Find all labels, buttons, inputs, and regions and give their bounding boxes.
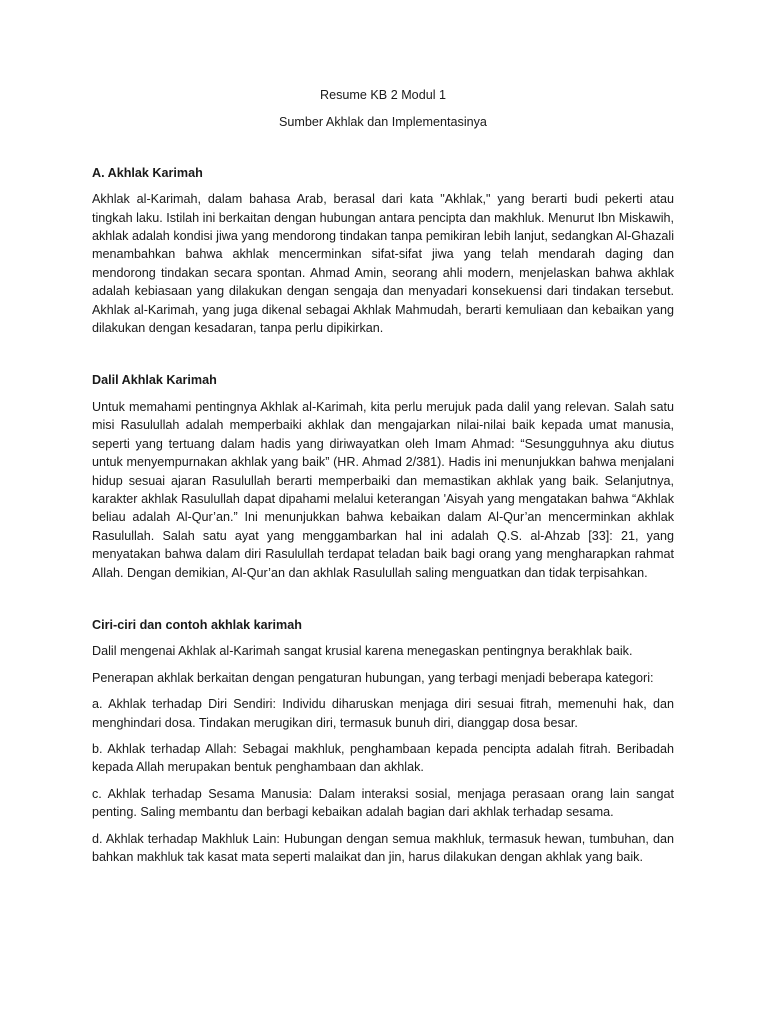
list-item-diri-sendiri: a. Akhlak terhadap Diri Sendiri: Individu diharuskan menjaga diri sesuai fitrah, memenuhi hak, dan menghindari dosa. Tindakan merugikan diri, termasuk bunuh diri, dianggap dosa besar. [92, 697, 674, 730]
list-item-makhluk-lain: d. Akhlak terhadap Makhluk Lain: Hubungan dengan semua makhluk, termasuk hewan, tumbuhan, dan bahkan makhluk tak kasat mata seperti malaikat dan jin, harus dilakukan dengan akhlak yang baik. [92, 831, 674, 864]
list-item-allah: b. Akhlak terhadap Allah: Sebagai makhluk, penghambaan kepada pencipta adalah fitrah. Beribadah kepada Allah merupakan bentuk penghambaan dan akhlak. [92, 741, 674, 775]
document-page [92, 86, 674, 874]
paragraph: Akhlak al-Karimah, dalam bahasa Arab, berasal dari kata "Akhlak," yang berarti budi pekerti atau tingkah laku. Istilah ini berkaitan dengan hubungan antara pencipta dan makhluk. Menurut Ibn Miskawih, akhlak adalah kondisi jiwa yang mendorong tindakan tanpa pemikiran lebih lanjut, sedangkan Al-Ghazali menambahkan bahwa akhlak mencerminkan sifat-sifat jiwa yang telah mendarah daging dan mendorong tindakan secara spontan. Ahmad Amin, seorang ahli modern, menjelaskan bahwa akhlak adalah kebiasaan yang dilakukan dengan sengaja dan menyadari konsekuensi dari tindakan tersebut. Akhlak al-Karimah, yang juga dikenal sebagai Akhlak Mahmudah, berarti kemuliaan dan kebaikan yang dilakukan dengan kesadaran, tanpa perlu dipikirkan. [92, 192, 674, 336]
section-dalil-akhlak-karimah [92, 371, 674, 581]
document-title: Resume KB 2 Modul 1 [320, 88, 446, 102]
section-heading: A. Akhlak Karimah [92, 165, 203, 180]
section-akhlak-karimah [92, 164, 674, 338]
section-ciri-ciri [92, 616, 674, 866]
list-item-sesama-manusia: c. Akhlak terhadap Sesama Manusia: Dalam interaksi sosial, menjaga perasaan orang lain sangat penting. Saling membantu dan berbagi kebaikan adalah bagian dari akhlak terhadap sesama. [92, 786, 674, 820]
paragraph: Untuk memahami pentingnya Akhlak al-Karimah, kita perlu merujuk pada dalil yang relevan. Salah satu misi Rasulullah adalah memperbaiki akhlak dan mengajarkan nilai-nilai baik kepada umat manusia, seperti yang tertuang dalam hadis yang diriwayatkan oleh Imam Ahmad: “Sesungguhnya aku diutus untuk menyempurnakan akhlak yang baik” (HR. Ahmad 2/381). Hadis ini menunjukkan bahwa menjalani hidup sesuai ajaran Rasulullah berarti memperbaiki dan memastikan akhlak yang baik. Selanjutnya, karakter akhlak Rasulullah dapat dipahami melalui keterangan 'Aisyah yang mengatakan bahwa “Akhlak beliau adalah Al-Qur’an.” Ini menunjukkan bahwa kebaikan dalam Al-Qur’an mencerminkan akhlak Rasulullah. Salah satu ayat yang menggambarkan hal ini adalah Q.S. al-Ahzab [33]: 21, yang menyatakan bahwa dalam diri Rasulullah terdapat teladan baik bagi orang yang mengharapkan rahmat Allah. Dengan demikian, Al-Qur’an dan akhlak Rasulullah saling menguatkan dan tidak terpisahkan. [92, 399, 674, 580]
paragraph: Dalil mengenai Akhlak al-Karimah sangat krusial karena menegaskan pentingnya berakhlak baik. [92, 644, 633, 659]
paragraph: Penerapan akhlak berkaitan dengan pengaturan hubungan, yang terbagi menjadi beberapa kategori: [92, 670, 654, 685]
section-heading: Ciri-ciri dan contoh akhlak karimah [92, 617, 302, 632]
document-subtitle: Sumber Akhlak dan Implementasinya [279, 115, 487, 130]
section-heading: Dalil Akhlak Karimah [92, 373, 217, 388]
